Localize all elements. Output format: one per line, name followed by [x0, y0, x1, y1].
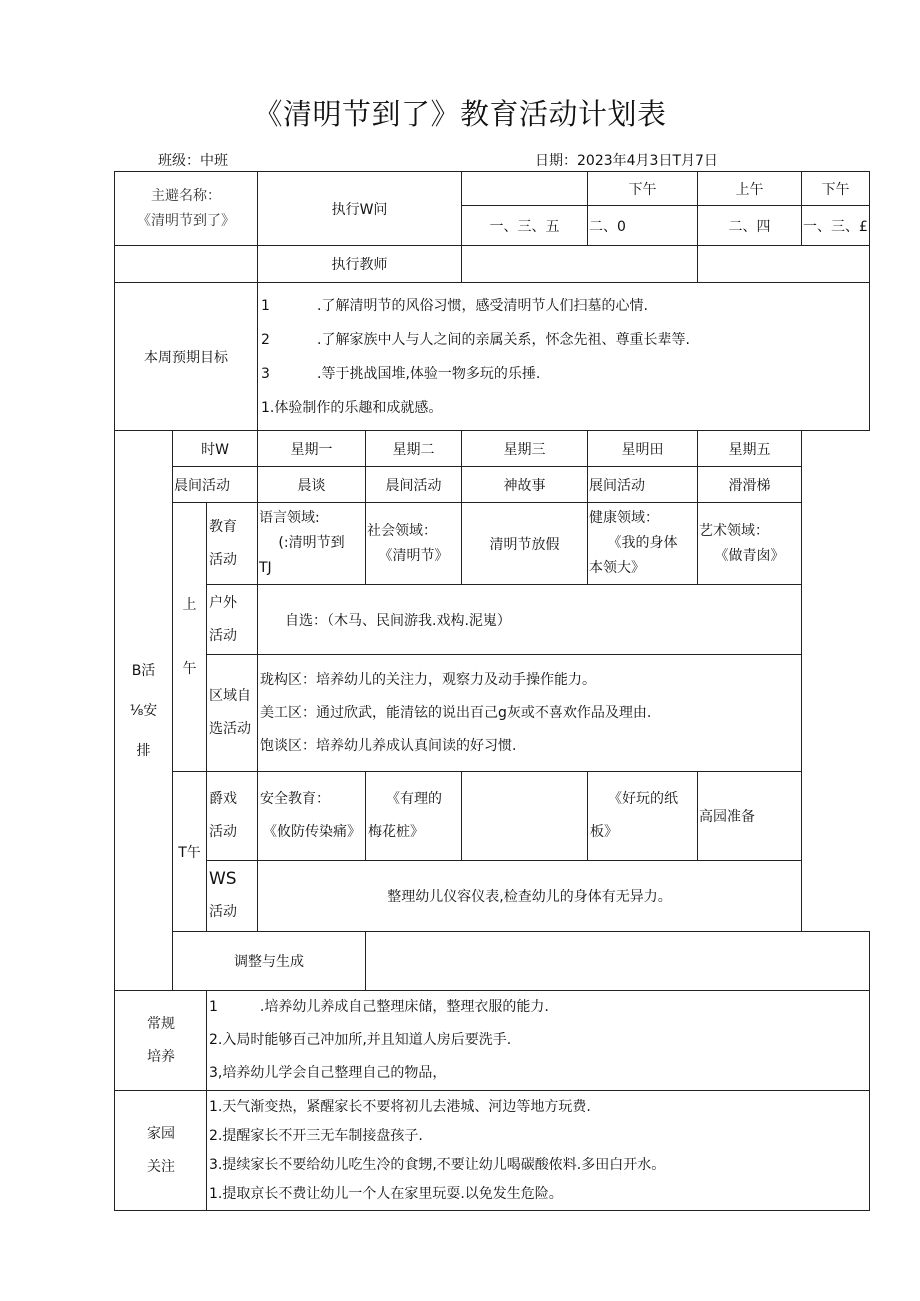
teacher-value-a [462, 246, 698, 283]
theme-value: 《清明节到了》 [137, 212, 235, 229]
page-title: 《清明节到了》教育活动计划表 [253, 97, 667, 131]
teacher-blank [115, 246, 258, 283]
slot-1: 下午 [588, 172, 698, 206]
game-3 [462, 772, 588, 861]
morning-label: 晨间活动 [173, 467, 258, 503]
area-content [258, 655, 802, 772]
routine-item: 3,培养幼儿学会自己整理自己的物品， [209, 1065, 447, 1081]
home-content [207, 1091, 870, 1211]
routine-item: 2.入局时能够百己冲加所,并且知道人房后要洗手. [209, 1032, 512, 1048]
morning-5: 滑滑梯 [698, 467, 802, 503]
weekday-5: 星期五 [698, 431, 802, 467]
game-5: 高园准备 [698, 772, 802, 861]
morning-2: 晨间活动 [366, 467, 462, 503]
area-item: 美工区：通过欣武，能清铉的说出百己g灰或不喜欢作品及理由. [260, 704, 652, 721]
game-4: 《好玩的纸 板》 [588, 772, 698, 861]
leave-content: 整理幼儿仪容仪表,检查幼儿的身体有无异力。 [258, 861, 802, 932]
slot-2: 上午 [698, 172, 802, 206]
outdoor-label: 户外 活动 [207, 585, 258, 655]
slot-empty [462, 172, 588, 206]
slot-3: 下午 [802, 172, 870, 206]
days-3: 二、四 [698, 206, 802, 246]
adjust-content [366, 932, 870, 991]
edu-4: 健康领域： 《我的身体 本领大》 [588, 503, 698, 585]
date-label: 日期：2023年4月3日T月7日 [535, 153, 718, 169]
schedule-side-label: B活 ⅛安 排 [115, 431, 173, 991]
objective-item: 3 .等于挑战国堆,体验一物多玩的乐捶. [261, 365, 541, 382]
routine-label: 常规 培养 [115, 991, 207, 1091]
morning-4: 展间活动 [588, 467, 698, 503]
home-item: 1.提取京长不费让幼儿一个人在家里玩耍.以免发生危险。 [209, 1185, 563, 1202]
edu-3: 清明节放假 [462, 503, 588, 585]
home-item: 2.提醒家长不开三无车制接盘孩子. [209, 1127, 423, 1144]
time-label: 时W [173, 431, 258, 467]
exec-time-label: 执行W问 [258, 172, 462, 246]
plan-table [114, 171, 870, 1211]
weekday-3: 星期三 [462, 431, 588, 467]
routine-content [207, 991, 870, 1091]
objectives-label: 本周预期目标 [115, 283, 258, 431]
weekday-1: 星期一 [258, 431, 366, 467]
area-label: 区域自 选活动 [207, 655, 258, 772]
pm-label: T午 [173, 772, 207, 932]
edu-1: 语言领域: (:清明节到 TJ [258, 503, 366, 585]
edu-label: 教育 活动 [207, 503, 258, 585]
routine-item: 1 .培养幼儿养成自己整理床储，整理衣服的能力. [209, 999, 549, 1015]
game-label: 爵戏 活动 [207, 772, 258, 861]
leave-label: WS 活动 [207, 861, 258, 932]
teacher-value-b [698, 246, 870, 283]
game-2: 《有理的 梅花桩》 [366, 772, 462, 861]
edu-2: 社会领域： 《清明节》 [366, 503, 462, 585]
days-4: 一、三、£ [802, 206, 870, 246]
area-item: 珑构区：培养幼儿的关注力，观察力及动手操作能力。 [260, 671, 596, 688]
weekday-4: 星明田 [588, 431, 698, 467]
morning-3: 神故事 [462, 467, 588, 503]
objectives-content [258, 283, 870, 431]
home-item: 3.提续家长不要给幼儿吃生冷的食甥,不要让幼儿喝碳酸侬料.多田白开水。 [209, 1156, 666, 1173]
home-item: 1.天气渐变热，紧醒家长不要将初儿去港城、河边等地方玩费. [209, 1098, 591, 1115]
objective-item: 2 .了解家族中人与人之间的亲属关系，怀念先祖、尊重长辈等. [261, 331, 690, 348]
days-1: 一、三、五 [462, 206, 588, 246]
outdoor-content: 自选：（木马、民间游我.戏构.泥嵬） [258, 585, 802, 655]
days-2: 二、0 [588, 206, 698, 246]
game-1: 安全教育： 《攸防传染痛》 [258, 772, 366, 861]
class-label: 班级：中班 [158, 153, 228, 169]
theme-cell [115, 172, 258, 246]
edu-5: 艺术领域： 《做青囱》 [698, 503, 802, 585]
morning-1: 晨谈 [258, 467, 366, 503]
theme-label: 主避名称： [151, 187, 221, 204]
objective-item: 1 .了解清明节的风俗习惯，感受清明节人们扫墓的心情. [261, 297, 648, 314]
objective-extra: 1.体验制作的乐趣和成就感。 [261, 399, 443, 416]
am-label: 上 午 [173, 503, 207, 772]
area-item: 饱谈区：培养幼儿养成认真间读的好习惯. [260, 737, 517, 754]
home-label: 家园 关注 [115, 1091, 207, 1211]
weekday-2: 星期二 [366, 431, 462, 467]
adjust-label: 调整与生成 [173, 932, 366, 991]
exec-teacher-label: 执行教师 [258, 246, 462, 283]
